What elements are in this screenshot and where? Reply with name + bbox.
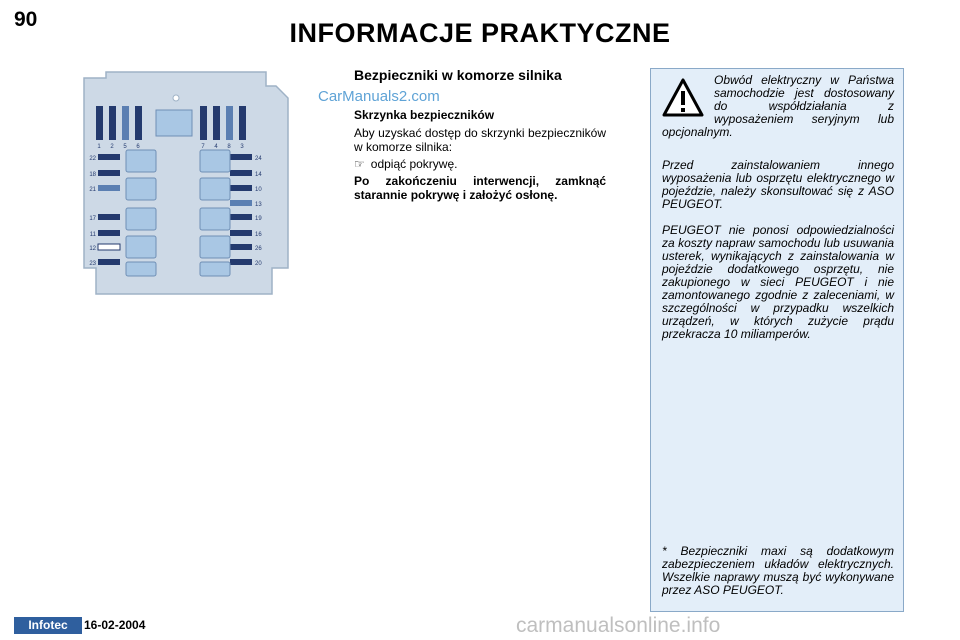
fuse-label: 7: [201, 144, 205, 150]
fuse-label: 4: [214, 144, 218, 150]
warning-paragraph-2: Przed zainstalowaniem innego wyposażenia lub osprzętu elektrycznego w pojeździe, należy skonsultować się z ASO PEUGEOT.: [662, 158, 894, 211]
section-heading: Bezpieczniki w komorze silnika: [354, 67, 562, 83]
fuse-label: 3: [240, 144, 244, 150]
fuse-label: 16: [255, 232, 262, 238]
fuse-label: 18: [89, 172, 96, 178]
pointing-hand-icon: ☞: [354, 157, 365, 171]
fusebox-screw: [173, 95, 179, 101]
bullet-item: [354, 157, 457, 171]
fuse-label: 24: [255, 156, 262, 162]
fuse-label: 11: [89, 232, 96, 238]
fuse-label: 8: [227, 144, 231, 150]
fuse-label: 22: [89, 156, 96, 162]
fuse-label: 17: [89, 216, 96, 222]
watermark-carmanualsonline: carmanualsonline.info: [516, 614, 721, 637]
warning-paragraph-3: PEUGEOT nie ponosi odpowiedzialności za koszty napraw samochodu lub usuwania usterek, wynikających z zainstalowania w pojeździe dodatkowego osprzętu, nie zakupionego w sieci PEUGEOT i nie zamontowanego zgodnie z zaleceniami, w szczególności w przypadku wszelkich urządzeń, w których zużycie prądu przekracza 10 miliamperów.: [662, 223, 894, 341]
fuse-label: 5: [123, 144, 127, 150]
page-number: 90: [14, 8, 38, 31]
bullet-text: odpiąć pokrywę.: [370, 157, 458, 171]
fuse-label: 21: [89, 187, 96, 193]
fuse-label: 6: [136, 144, 140, 150]
fuse-label: 23: [89, 261, 96, 267]
fuse-label: 26: [255, 246, 262, 252]
fuse-label: 20: [255, 261, 262, 267]
fuse-label: 19: [255, 216, 262, 222]
warning-text-1: Obwód elektryczny w Państwa samochodzie jest dostosowany do współdziałania z wyposażeniem seryjnym lub opcjonalnym.: [662, 73, 894, 139]
infotec-logo: Infotec: [14, 617, 82, 634]
bold-instruction: Po zakończeniu interwencji, zamknąć starannie pokrywę i założyć osłonę.: [354, 174, 606, 202]
watermark-carmanuals: CarManuals2.com: [318, 88, 440, 105]
fuse-label: 14: [255, 172, 262, 178]
fuse-label: 10: [255, 187, 262, 193]
fuse-label: 1: [97, 144, 101, 150]
fuse-label: 12: [89, 246, 96, 252]
footnote: * Bezpieczniki maxi są dodatkowym zabezpieczeniem układów elektrycznych. Wszelkie naprawy muszą być wykonywane przez ASO PEUGEOT.: [662, 544, 894, 597]
fuse-label: 2: [110, 144, 114, 150]
sub-heading: Skrzynka bezpieczników: [354, 108, 495, 122]
page-title: INFORMACJE PRAKTYCZNE: [289, 18, 671, 48]
warning-paragraph-1: [662, 74, 894, 139]
icon-spacer: [662, 74, 714, 118]
footer-date: 16-02-2004: [84, 618, 146, 632]
fusebox-diagram: [76, 68, 296, 296]
body-paragraph: Aby uzyskać dostęp do skrzynki bezpieczników w komorze silnika:: [354, 126, 606, 154]
fuse-label: 13: [255, 202, 262, 208]
